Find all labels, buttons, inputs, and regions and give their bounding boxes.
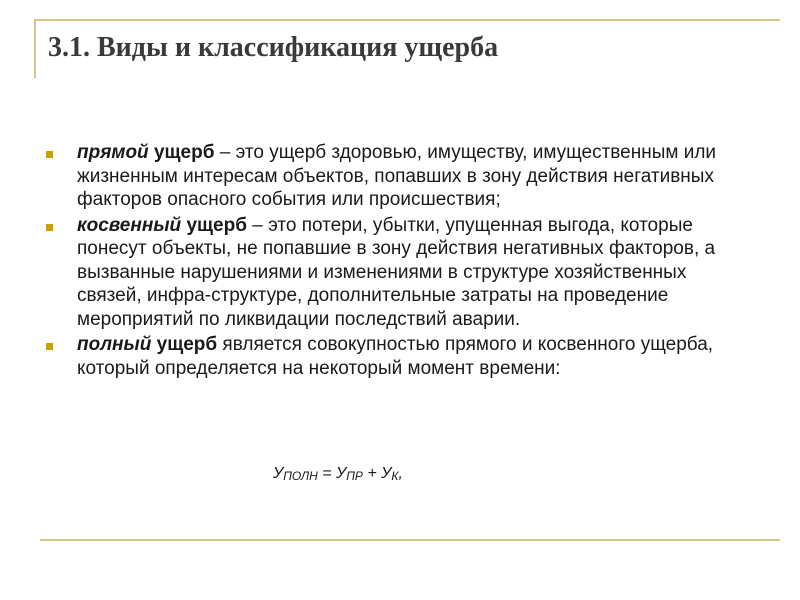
bullet-term: косвенный xyxy=(77,214,182,236)
bullet-term: полный xyxy=(77,334,152,355)
bullet-total-damage xyxy=(44,333,744,380)
bullet-indirect-damage xyxy=(44,214,744,332)
damage-formula xyxy=(273,465,403,483)
bottom-rule xyxy=(40,539,780,541)
bullet-direct-damage xyxy=(44,141,744,212)
bullet-text: – это потери, убытки, упущенная выгода, которые понесут объекты, не попавшие в зону действия негативных факторов, а вызванные нарушениями и изменениями в структуре хозяйственных связей, инфра-структуре, дополнительные затраты на проведение мероприятий по ликвидации последствий аварии. xyxy=(77,214,716,330)
formula-term2-sub: К xyxy=(391,469,399,483)
formula-eq: = xyxy=(317,465,336,482)
top-rule xyxy=(34,19,780,21)
bullet-term: прямой xyxy=(77,142,149,163)
formula-term1-sub: ПР xyxy=(346,469,363,483)
formula-tail: , xyxy=(398,465,403,482)
bullet-word: ущерб xyxy=(186,214,247,236)
formula-term2: У xyxy=(381,465,392,482)
formula-term1: У xyxy=(336,465,347,482)
bullet-text: – это ущерб здоровью, имуществу, имущественным или жизненным интересам объектов, попавших в зону действия негативных факторов опасного события или происшествия; xyxy=(77,142,717,210)
bullet-text: является совокупностью прямого и косвенного ущерба, который определяется на некоторый момент времени: xyxy=(77,334,714,379)
bullet-word: ущерб xyxy=(156,334,218,355)
bullet-word: ущерб xyxy=(153,142,215,163)
bullet-square-icon xyxy=(46,151,53,158)
bullet-square-icon xyxy=(46,343,53,350)
formula-plus: + xyxy=(362,465,382,482)
formula-lhs: У xyxy=(273,465,284,482)
formula-lhs-sub: ПОЛН xyxy=(283,469,318,483)
slide-title: 3.1. Виды и классификация ущерба xyxy=(48,32,499,63)
bullet-list xyxy=(44,141,744,380)
bullet-square-icon xyxy=(46,224,53,231)
side-rule xyxy=(34,19,36,78)
